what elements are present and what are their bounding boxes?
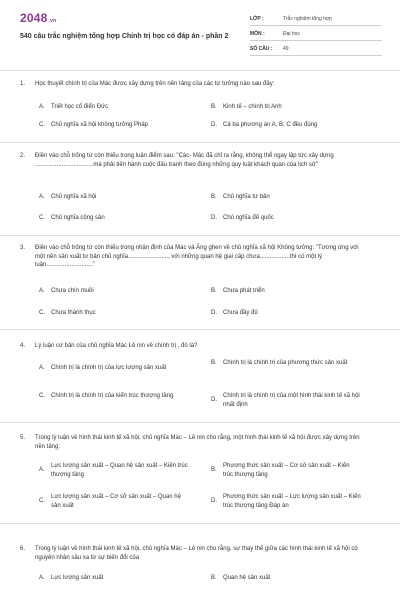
question-divider: [0, 329, 400, 330]
option-a[interactable]: [39, 574, 189, 583]
option-letter: D.: [211, 215, 217, 221]
option-text: Cả ba phương án A, B, C đều đúng: [223, 122, 318, 128]
option-text: Chưa đầy đủ: [223, 310, 258, 316]
question-text: Trong lý luận về hình thái kinh tế xã hội, chủ nghĩa Mác – Lê nin cho rằng, một hình thái kinh tế xã hội được xây dựng trên nền tảng:: [35, 435, 360, 450]
meta-row-count: [250, 41, 382, 56]
option-text: Chủ nghĩa xã hội không tưởng Pháp: [51, 122, 149, 128]
option-letter: B.: [211, 104, 217, 110]
option-text: Chính trị là chính trị của kiến trúc thượng tầng: [51, 393, 174, 399]
question-divider: [0, 235, 400, 236]
option-text: Chưa thành thục: [51, 310, 96, 316]
option-c[interactable]: [39, 392, 189, 401]
question-text: Trong lý luận về hình thái kinh tế xã hội, chủ nghĩa Mác – Lê nin cho rằng, sự thay thế giữa các hình thái kinh tế xã hội có nguyên nhân sâu xa từ sự biến đổi của: [35, 546, 358, 561]
option-d[interactable]: [211, 309, 361, 318]
option-text: Chưa phát triển: [223, 288, 265, 294]
option-letter: C.: [39, 215, 45, 221]
question-number: 6.: [20, 546, 26, 552]
option-letter: B.: [211, 288, 217, 294]
header-divider: [0, 70, 400, 71]
question-number: 3.: [20, 245, 26, 251]
option-c[interactable]: [39, 493, 189, 510]
option-letter: D.: [211, 122, 217, 128]
option-a[interactable]: [39, 287, 189, 296]
option-letter: B.: [211, 194, 217, 200]
option-text: Kinh tế – chính trị Anh: [223, 104, 282, 110]
question-number: 5.: [20, 435, 26, 441]
option-b[interactable]: [211, 193, 361, 202]
question-number: 2.: [20, 153, 26, 159]
question-number: 4.: [20, 343, 26, 349]
question-text: Lý luận cơ bản của chủ nghĩa Mác Lê nin về chính trị , đó là?: [35, 343, 198, 349]
option-text: Quan hệ sản xuất: [223, 575, 271, 581]
meta-key: MÔN :: [250, 30, 265, 37]
meta-key: SỐ CÂU :: [250, 45, 273, 52]
option-letter: A.: [39, 575, 45, 581]
option-text: Chủ nghĩa đế quốc: [223, 215, 274, 221]
option-text: Chủ nghĩa tư bản: [223, 194, 270, 200]
question-text: Điền vào chỗ trống từ còn thiếu trong luận điểm sau: "Các- Mác đã chỉ ra rằng, không thể ngay lập tức xây dựng ...................................mà phải tiến hành cuộc đấu tranh theo đúng những quy luật khách quan của lịch sử": [35, 153, 334, 168]
option-a[interactable]: [39, 364, 209, 373]
option-c[interactable]: [39, 214, 189, 223]
meta-row-subject: [250, 26, 382, 41]
option-b[interactable]: [211, 574, 361, 583]
option-letter: A.: [39, 467, 45, 474]
meta-value: 49: [283, 45, 289, 52]
option-d[interactable]: [211, 392, 361, 409]
option-letter: A.: [39, 104, 45, 110]
option-letter: B.: [211, 575, 217, 581]
option-text: Phương thức sản xuất – Lực lượng sản xuất – Kiến trúc thượng tầng Đáp án: [223, 494, 361, 509]
logo-text: 2048: [20, 11, 48, 25]
option-letter: B.: [211, 467, 217, 474]
question-number: 1.: [20, 81, 26, 87]
meta-value: Đại học: [283, 30, 300, 37]
option-d[interactable]: [211, 493, 361, 510]
option-text: Chính trị là chính trị của phương thức sản xuất: [223, 360, 348, 366]
option-b[interactable]: [211, 103, 361, 112]
option-letter: A.: [39, 365, 45, 371]
option-text: Chủ nghĩa xã hội: [51, 194, 97, 200]
option-letter: C.: [39, 393, 45, 399]
option-text: Chưa chín muồi: [51, 288, 94, 294]
site-logo[interactable]: [20, 10, 56, 27]
option-text: Chính trị là chính trị của lực lượng sản xuất: [51, 365, 167, 371]
question-divider: [0, 422, 400, 423]
option-letter: C.: [39, 122, 45, 128]
option-letter: A.: [39, 288, 45, 294]
option-b[interactable]: [211, 359, 361, 368]
option-letter: A.: [39, 194, 45, 200]
meta-row-class: [250, 11, 382, 26]
meta-value: Trắc nghiệm tổng hợp: [283, 15, 332, 22]
option-text: Chủ nghĩa cộng sản: [51, 215, 105, 221]
option-c[interactable]: [39, 121, 189, 130]
document-meta: [250, 11, 382, 56]
option-c[interactable]: [39, 309, 189, 318]
option-a[interactable]: [39, 462, 189, 479]
option-letter: D.: [211, 498, 217, 505]
option-text: Lực lượng sản xuất: [51, 575, 104, 581]
option-letter: C.: [39, 310, 45, 316]
meta-key: LỚP :: [250, 15, 264, 22]
logo-suffix: .vn: [48, 18, 57, 24]
option-letter: B.: [211, 360, 217, 366]
option-text: Lực lượng sản xuất – Cơ sở sản xuất – Quan hệ sản xuất: [51, 494, 181, 509]
question-divider: [0, 142, 400, 143]
option-b[interactable]: [211, 287, 361, 296]
document-title: 540 câu trắc nghiệm tổng hợp Chính trị học có đáp án - phần 2: [20, 33, 229, 40]
question-text: Điền vào chỗ trống từ còn thiếu trong nhận định của Mác và Ăng ghen về chủ nghĩa xã hội Không tưởng: "Tương ứng với một nền sản xuất tư bản chủ nghĩa........................, với những quan hệ giai cấp chưa..................thì có một lý luận............................": [35, 245, 359, 269]
option-text: Chính trị là chính trị của một hình thái kinh tế xã hội nhất định: [223, 393, 360, 408]
option-letter: C.: [39, 498, 45, 505]
option-letter: D.: [211, 310, 217, 316]
option-d[interactable]: [211, 214, 361, 223]
option-a[interactable]: [39, 103, 189, 112]
option-d[interactable]: [211, 121, 361, 130]
option-a[interactable]: [39, 193, 189, 202]
option-letter: D.: [211, 397, 217, 404]
question-divider: [0, 523, 400, 524]
option-text: Triết học cổ điển Đức: [51, 104, 109, 110]
document-header: [0, 0, 400, 66]
question-text: Học thuyết chính trị của Mác được xây dựng trên nền tảng của các tư tưởng nào sau đây:: [35, 81, 275, 87]
option-b[interactable]: [211, 462, 361, 479]
option-text: Lực lượng sản xuất – Quan hệ sản xuất – Kiến trúc thượng tầng: [51, 463, 188, 478]
option-text: Phương thức sản xuất – Cơ sở sản xuất – Kiến trúc thượng tầng: [223, 463, 350, 478]
